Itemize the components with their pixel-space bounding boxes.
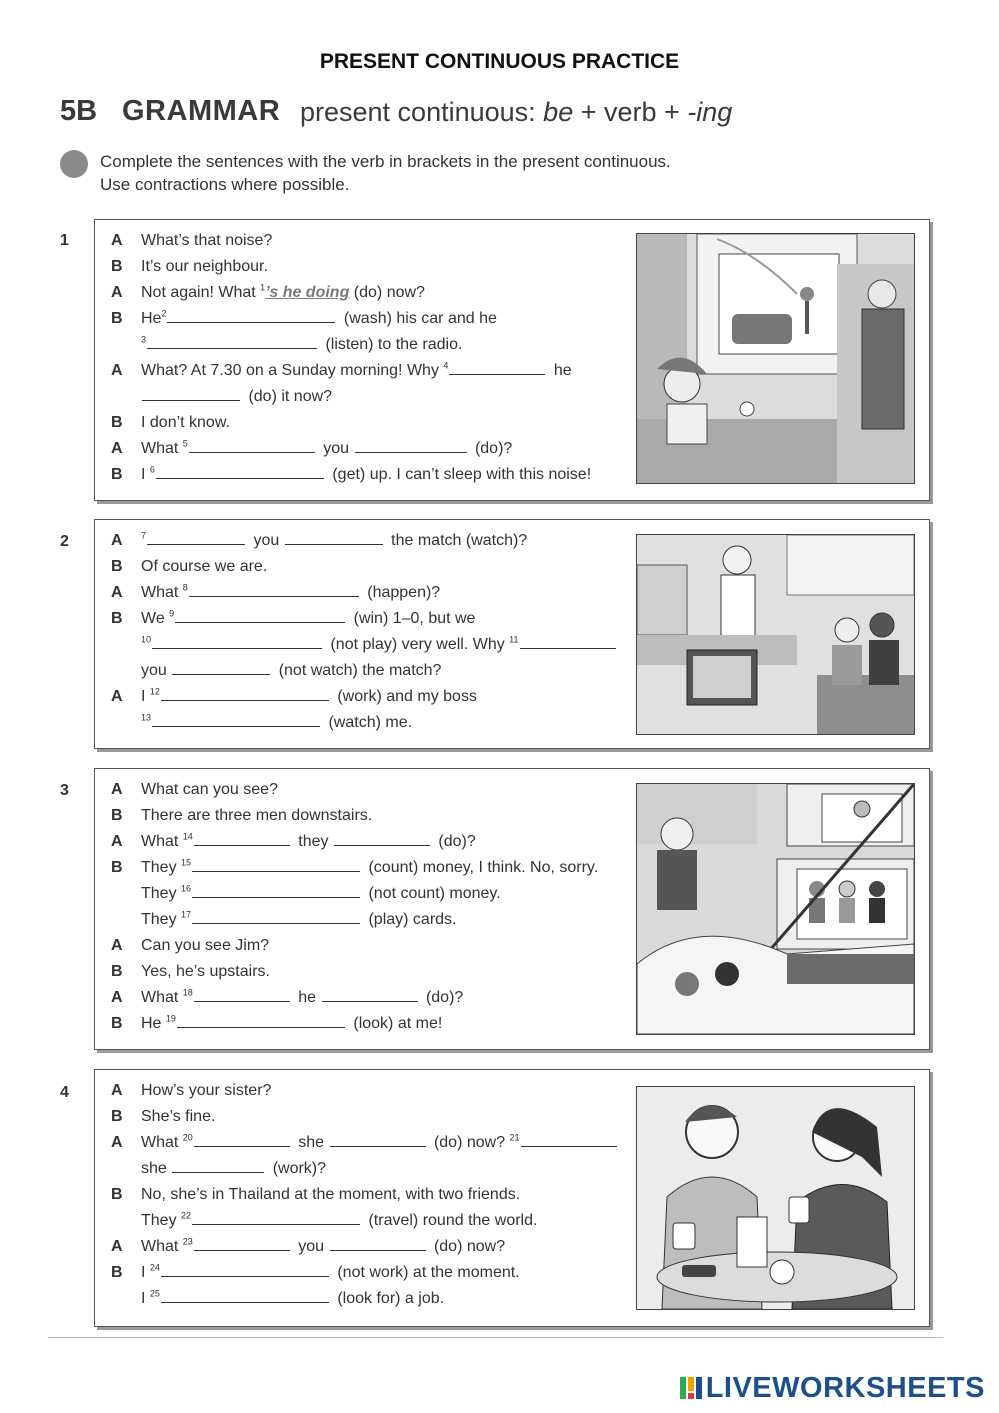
exercise-2 (94, 519, 930, 749)
dialogue-line: B It’s our neighbour. (111, 258, 268, 275)
instruction-line-2: Use contractions where possible. (100, 175, 350, 194)
answer-gap-8[interactable] (189, 582, 359, 597)
dialogue-line: A What $^{23}$ you (do) now? (111, 1236, 506, 1255)
exercise-number: 1 (60, 232, 69, 249)
exercise-3 (94, 768, 930, 1050)
dialogue-line: They $^{17}$ (play) cards. (141, 909, 457, 928)
answer-gap-9[interactable] (175, 608, 345, 623)
dialogue-line: B Yes, he’s upstairs. (111, 963, 270, 980)
dialogue-line: A How’s your sister? (111, 1082, 272, 1099)
answer-gap-16[interactable] (192, 883, 360, 898)
dialogue-line: $^{13}$ (watch) me. (141, 712, 413, 731)
answer-gap-23b[interactable] (330, 1236, 426, 1251)
exercise-1 (94, 219, 930, 501)
dialogue-line: B They $^{15}$ (count) money, I think. No, sorry. (111, 857, 599, 876)
dialogue-line: B I $^6$ (get) up. I can’t sleep with this noise! (111, 464, 592, 483)
answer-gap-7b[interactable] (285, 530, 383, 545)
dialogue-line: B I $^{24}$ (not work) at the moment. (111, 1262, 520, 1281)
answer-gap-18[interactable] (194, 987, 290, 1002)
dialogue-line: They $^{16}$ (not count) money. (141, 883, 501, 902)
section-code: 5B (60, 95, 98, 127)
instructions (100, 150, 671, 196)
answer-gap-13[interactable] (152, 712, 320, 727)
answer-gap-11b[interactable] (172, 660, 270, 675)
dialogue-line: $^{10}$ (not play) very well. Why $^{11}$ (111, 633, 620, 657)
dialogue-line: A What $^8$ (happen)? (111, 582, 441, 601)
answer-gap-2[interactable] (167, 308, 335, 323)
answer-gap-14[interactable] (194, 831, 290, 846)
dialogue-line: A I $^{12}$ (work) and my boss (111, 686, 477, 705)
dialogue-line: B We $^9$ (win) 1–0, but we (111, 608, 476, 627)
exercise-4 (94, 1069, 930, 1327)
dialogue-line: A Can you see Jim? (111, 937, 270, 954)
answer-gap-21b[interactable] (172, 1158, 264, 1173)
footer-divider (48, 1337, 943, 1338)
answer-gap-5[interactable] (189, 438, 315, 453)
cafe-conversation-icon (636, 1086, 915, 1310)
dialogue-line: (do) it now? (111, 385, 332, 409)
dialogue-line: I $^{25}$ (look for) a job. (141, 1288, 445, 1307)
answer-gap-6[interactable] (156, 464, 324, 479)
dialogue-line: They $^{22}$ (travel) round the world. (141, 1210, 538, 1229)
answer-gap-7[interactable] (147, 530, 245, 545)
dialogue-line: A What $^{14}$ they (do)? (111, 831, 476, 850)
answer-gap-19[interactable] (177, 1013, 345, 1028)
answer-gap-3[interactable] (147, 334, 317, 349)
answer-gap-4[interactable] (449, 360, 545, 375)
dialogue-line: A $^7$ you the match (watch)? (111, 530, 528, 549)
man-washing-car-window-icon (636, 233, 915, 484)
section-description: present continuous: be + verb + -ing (300, 97, 733, 127)
answer-gap-4b[interactable] (142, 386, 240, 401)
section-name: GRAMMAR (122, 95, 281, 127)
dialogue-line: A What $^{20}$ she (do) now? $^{21}$ (111, 1131, 621, 1155)
dialogue-line: B Of course we are. (111, 558, 268, 575)
exercise-number: 2 (60, 533, 69, 550)
dialogue-line: A What can you see? (111, 781, 278, 798)
answer-gap-24[interactable] (161, 1262, 329, 1277)
dialogue-line: B He $^{19}$ (look) at me! (111, 1013, 443, 1032)
answer-gap-18b[interactable] (322, 987, 418, 1002)
instruction-line-1: Complete the sentences with the verb in brackets in the present continuous. (100, 152, 671, 171)
answer-gap-17[interactable] (192, 909, 360, 924)
dialogue-line: B She’s fine. (111, 1108, 216, 1125)
answer-gap-10[interactable] (152, 634, 322, 649)
answer-gap-20[interactable] (194, 1132, 290, 1147)
exercise-number: 3 (60, 782, 69, 799)
liveworksheets-logo-icon (680, 1377, 702, 1399)
answer-gap-14b[interactable] (334, 831, 430, 846)
dialogue-line: you (not watch) the match? (141, 662, 442, 679)
dialogue-line: A What $^5$ you (do)? (111, 438, 513, 457)
dialogue-line: B He$^2$ (wash) his car and he (111, 308, 497, 327)
men-downstairs-car-icon (636, 783, 915, 1035)
office-football-tv-icon (636, 534, 915, 735)
instruction-bullet-icon (60, 150, 88, 178)
answer-gap-21[interactable] (521, 1132, 617, 1147)
dialogue-line: A What’s that noise? (111, 232, 273, 249)
dialogue-line: B I don’t know. (111, 414, 230, 431)
answer-gap-25[interactable] (161, 1288, 329, 1303)
answer-gap-11[interactable] (520, 634, 616, 649)
dialogue-line: she (work)? (141, 1160, 327, 1177)
dialogue-line: A What? At 7.30 on a Sunday morning! Why $^4$ he (111, 360, 572, 379)
answer-gap-20b[interactable] (330, 1132, 426, 1147)
dialogue-line: $^3$ (listen) to the radio. (141, 334, 463, 353)
page-title: PRESENT CONTINUOUS PRACTICE (319, 50, 680, 73)
answer-gap-23[interactable] (194, 1236, 290, 1251)
example-answer: ’s he doing (265, 284, 350, 301)
logo-text: LIVEWORKSHEETS (705, 1372, 985, 1404)
answer-gap-5b[interactable] (355, 438, 467, 453)
answer-gap-12[interactable] (161, 686, 329, 701)
dialogue-line: B There are three men downstairs. (111, 807, 373, 824)
answer-gap-22[interactable] (192, 1210, 360, 1225)
exercise-number: 4 (60, 1084, 69, 1101)
dialogue-line: B No, she’s in Thailand at the moment, with two friends. (111, 1186, 521, 1203)
dialogue-line: A What $^{18}$ he (do)? (111, 987, 464, 1006)
dialogue-line: A Not again! What $^1$’s he doing (do) now? (111, 282, 425, 301)
footer-logo[interactable] (680, 1372, 985, 1405)
answer-gap-15[interactable] (192, 857, 360, 872)
